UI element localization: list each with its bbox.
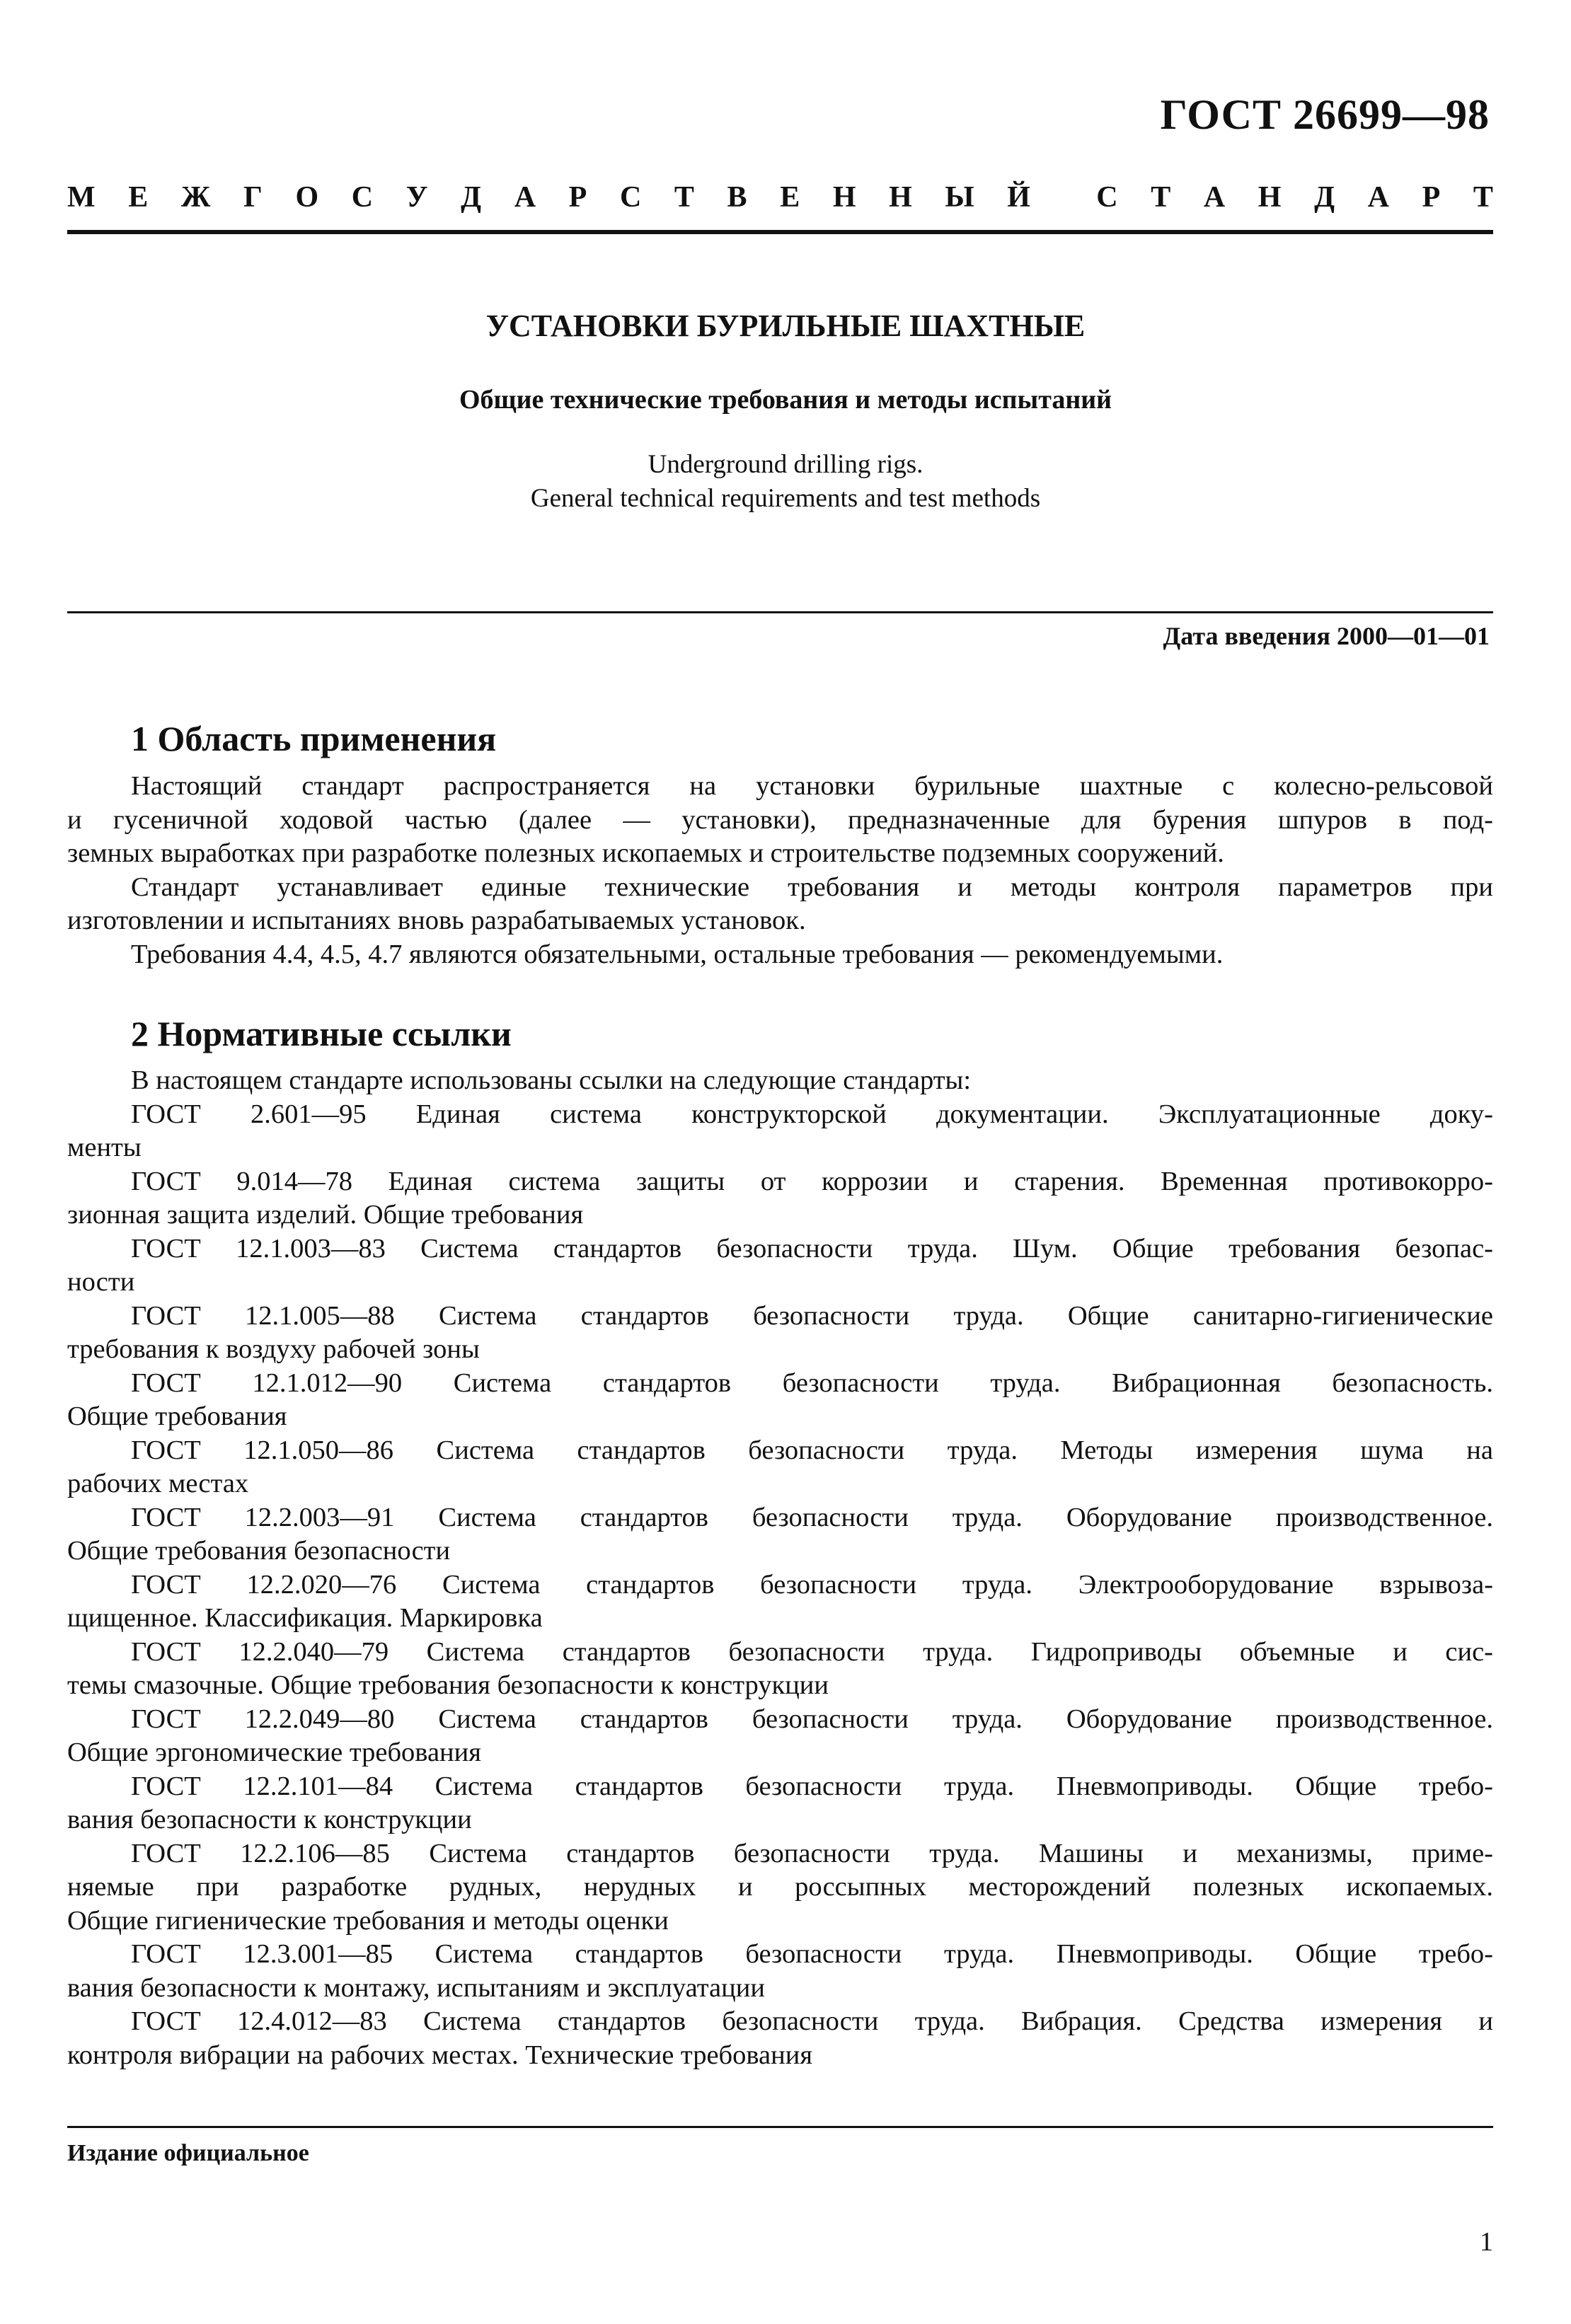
text-line: ГОСТ 12.4.012—83 Система стандартов безопасности труда. Вибрация. Средства измерения и <box>131 2006 1493 2036</box>
text-line: ГОСТ 12.2.020—76 Система стандартов безопасности труда. Электрооборудование взрывоза- <box>131 1569 1493 1600</box>
page-number: 1 <box>1480 2227 1493 2257</box>
title-divider <box>67 611 1493 613</box>
heading-letter: В <box>727 181 747 214</box>
heading-letter: Р <box>1422 181 1441 214</box>
heading-letter: А <box>514 181 536 214</box>
text-line: и гусеничной ходовой частью (далее — установки), предназначенные для бурения шпуров в под- <box>67 804 1493 835</box>
heading-letter: Е <box>128 181 149 214</box>
heading-letter: Т <box>674 181 694 214</box>
heading-letter: А <box>1367 181 1389 214</box>
text-line: Общие требования <box>67 1401 287 1431</box>
text-line: Стандарт устанавливает единые технические требования и методы контроля параметров при <box>131 872 1493 902</box>
heading-letter: Й <box>1007 181 1030 214</box>
text-line: контроля вибрации на рабочих местах. Технические требования <box>67 2040 813 2070</box>
heading-letter: Р <box>568 181 587 214</box>
document-subtitle: Общие технические требования и методы испытаний <box>459 385 1112 415</box>
heading-letter: Н <box>889 181 912 214</box>
section-2-heading: 2 Нормативные ссылки <box>131 1014 512 1053</box>
english-title <box>0 448 1571 516</box>
heading-letter: Д <box>1314 181 1335 214</box>
header-divider <box>67 230 1493 234</box>
text-line: ГОСТ 12.1.003—83 Система стандартов безопасности труда. Шум. Общие требования безопас- <box>131 1233 1493 1264</box>
text-line: ности <box>67 1267 135 1297</box>
text-line: ГОСТ 12.2.049—80 Система стандартов безопасности труда. Оборудование производственное. <box>131 1704 1493 1734</box>
text-line: ГОСТ 12.1.012—90 Система стандартов безопасности труда. Вибрационная безопасность. <box>131 1368 1493 1398</box>
text-line: рабочих местах <box>67 1469 249 1498</box>
document-title: УСТАНОВКИ БУРИЛЬНЫЕ ШАХТНЫЕ <box>485 308 1086 343</box>
heading-letter: Т <box>1473 181 1493 214</box>
edition-note: Издание официальное <box>67 2140 309 2166</box>
heading-letter: Д <box>461 181 482 214</box>
gost-number: ГОСТ 26699—98 <box>1160 91 1490 138</box>
heading-letter: М <box>67 181 96 214</box>
text-line: земных выработках при разработке полезных ископаемых и строительстве подземных сооружений. <box>67 838 1224 868</box>
heading-letter: С <box>619 181 642 214</box>
heading-letter: Е <box>780 181 800 214</box>
heading-letter: Ж <box>180 181 211 214</box>
text-line: ГОСТ 12.2.040—79 Система стандартов безопасности труда. Гидроприводы объемные и сис- <box>131 1636 1493 1667</box>
heading-letter: Т <box>1151 181 1171 214</box>
text-line: ГОСТ 9.014—78 Единая система защиты от коррозии и старения. Временная противокорро- <box>131 1166 1493 1196</box>
heading-letter: Н <box>1258 181 1282 214</box>
text-line: вания безопасности к конструкции <box>67 1805 472 1834</box>
english-title-line-2: General technical requirements and test methods <box>530 484 1041 513</box>
heading-letter: О <box>295 181 319 214</box>
text-line: требования к воздуху рабочей зоны <box>67 1334 480 1364</box>
text-line: ГОСТ 12.3.001—85 Система стандартов безопасности труда. Пневмоприводы. Общие требо- <box>131 1939 1493 1969</box>
text-line: ГОСТ 12.1.005—88 Система стандартов безопасности труда. Общие санитарно-гигиенические <box>131 1300 1493 1331</box>
text-line: ГОСТ 12.2.106—85 Система стандартов безопасности труда. Машины и механизмы, приме- <box>131 1838 1493 1868</box>
heading-letter: Г <box>243 181 263 214</box>
text-line: щищенное. Классификация. Маркировка <box>67 1603 543 1633</box>
interstate-standard-heading <box>67 180 1493 214</box>
text-line: В настоящем стандарте использованы ссылки на следующие стандарты: <box>131 1065 972 1095</box>
text-line: ГОСТ 12.1.050—86 Система стандартов безопасности труда. Методы измерения шума на <box>131 1435 1493 1465</box>
heading-letter: У <box>405 181 428 214</box>
section-1-body <box>67 770 1493 971</box>
text-line: Общие гигиенические требования и методы оценки <box>67 1905 669 1936</box>
text-line: ГОСТ 12.2.003—91 Система стандартов безопасности труда. Оборудование производственное. <box>131 1502 1493 1532</box>
text-line: менты <box>67 1133 142 1162</box>
heading-letter: С <box>1096 181 1118 214</box>
heading-letter: Н <box>832 181 856 214</box>
introduction-date: Дата введения 2000—01—01 <box>1163 622 1490 650</box>
text-line: темы смазочные. Общие требования безопасности к конструкции <box>67 1670 829 1700</box>
text-line: Требования 4.4, 4.5, 4.7 являются обязательными, остальные требования — рекомендуемыми. <box>131 939 1224 969</box>
english-title-line-1: Underground drilling rigs. <box>648 450 923 479</box>
heading-letter: С <box>351 181 374 214</box>
text-line: ГОСТ 2.601—95 Единая система конструкторской документации. Эксплуатационные доку- <box>131 1099 1493 1129</box>
section-2-body <box>67 1064 1493 2072</box>
text-line: ГОСТ 12.2.101—84 Система стандартов безопасности труда. Пневмоприводы. Общие требо- <box>131 1771 1493 1801</box>
heading-letter: А <box>1203 181 1226 214</box>
footer-divider <box>67 2126 1493 2128</box>
text-line: зионная защита изделий. Общие требования <box>67 1200 584 1230</box>
text-line: вания безопасности к монтажу, испытаниям и эксплуатации <box>67 1972 765 2003</box>
heading-letter: Ы <box>945 181 974 214</box>
section-1-heading: 1 Область применения <box>131 719 497 758</box>
text-line: Настоящий стандарт распространяется на установки бурильные шахтные с колесно-рельсовой <box>131 771 1493 801</box>
text-line: Общие эргономические требования <box>67 1738 481 1767</box>
text-line: Общие требования безопасности <box>67 1536 451 1566</box>
text-line: няемые при разработке рудных, нерудных и россыпных месторождений полезных ископаемых. <box>67 1872 1493 1902</box>
text-line: изготовлении и испытаниях вновь разрабатываемых установок. <box>67 906 806 935</box>
